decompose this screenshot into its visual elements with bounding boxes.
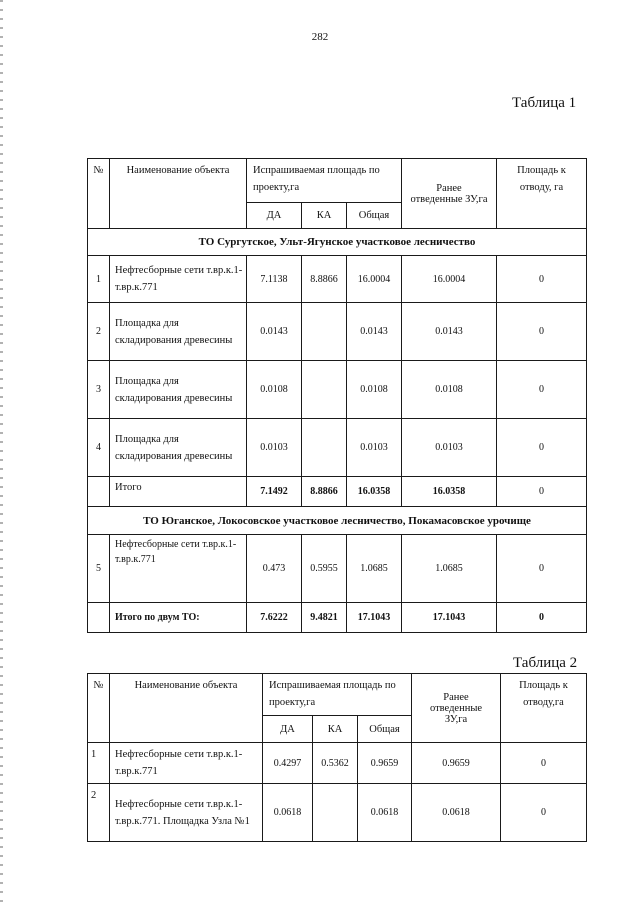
table-row: 1 Нефтесборные сети т.вр.к.1-т.вр.к.771 7.1138 8.8866 16.0004 16.0004 0: [88, 256, 587, 303]
table-row: 3 Площадка для складирования древесины 0.0108 0.0108 0.0108 0: [88, 361, 587, 419]
t2-header-total: Общая: [358, 716, 412, 743]
table2: [87, 673, 587, 842]
t2-header-ka: КА: [313, 716, 358, 743]
t2-header-num: №: [88, 674, 110, 743]
t1-header-ka: КА: [302, 203, 347, 229]
t1-section-yugan: ТО Юганское, Локосовское участковое лесничество, Покамасовское урочище: [88, 507, 587, 535]
t1-section-surgut: ТО Сургутское, Ульт-Ягунское участковое лесничество: [88, 229, 587, 256]
t1-header-area: Испрашиваемая площадь по проекту,га: [247, 159, 402, 203]
t2-header-da: ДА: [263, 716, 313, 743]
t1-header-prev: Ранее отведенные ЗУ,га: [402, 159, 497, 229]
t2-header-area: Испрашиваемая площадь по проекту,га: [263, 674, 412, 716]
table1: [87, 158, 587, 633]
table-row: 2 Нефтесборные сети т.вр.к.1-т.вр.к.771. Площадка Узла №1 0.0618 0.0618 0.0618 0: [88, 784, 587, 842]
page-number: 282: [311, 31, 329, 43]
table1-caption: Таблица 1: [512, 95, 577, 111]
t1-header-allot: Площадь к отводу, га: [497, 159, 587, 229]
t1-header-da: ДА: [247, 203, 302, 229]
table-row: 2 Площадка для складирования древесины 0.0143 0.0143 0.0143 0: [88, 303, 587, 361]
t2-header-allot: Площадь к отводу,га: [501, 674, 587, 743]
table2-caption: Таблица 2: [513, 655, 578, 671]
t2-header-prev: Ранее отведенные ЗУ,га: [412, 674, 501, 743]
subtotal-row: Итого 7.1492 8.8866 16.0358 16.0358 0: [88, 477, 587, 507]
t1-header-name: Наименование объекта: [110, 159, 247, 229]
scan-edge: [0, 0, 3, 905]
table-row: 4 Площадка для складирования древесины 0.0103 0.0103 0.0103 0: [88, 419, 587, 477]
total-row: Итого по двум ТО: 7.6222 9.4821 17.1043 17.1043 0: [88, 603, 587, 633]
table-row: 5 Нефтесборные сети т.вр.к.1-т.вр.к.771 0.473 0.5955 1.0685 1.0685 0: [88, 535, 587, 603]
t1-header-num: №: [88, 159, 110, 229]
t1-header-total: Общая: [347, 203, 402, 229]
table-row: 1 Нефтесборные сети т.вр.к.1-т.вр.к.771 0.4297 0.5362 0.9659 0.9659 0: [88, 743, 587, 784]
t2-header-name: Наименование объекта: [110, 674, 263, 743]
